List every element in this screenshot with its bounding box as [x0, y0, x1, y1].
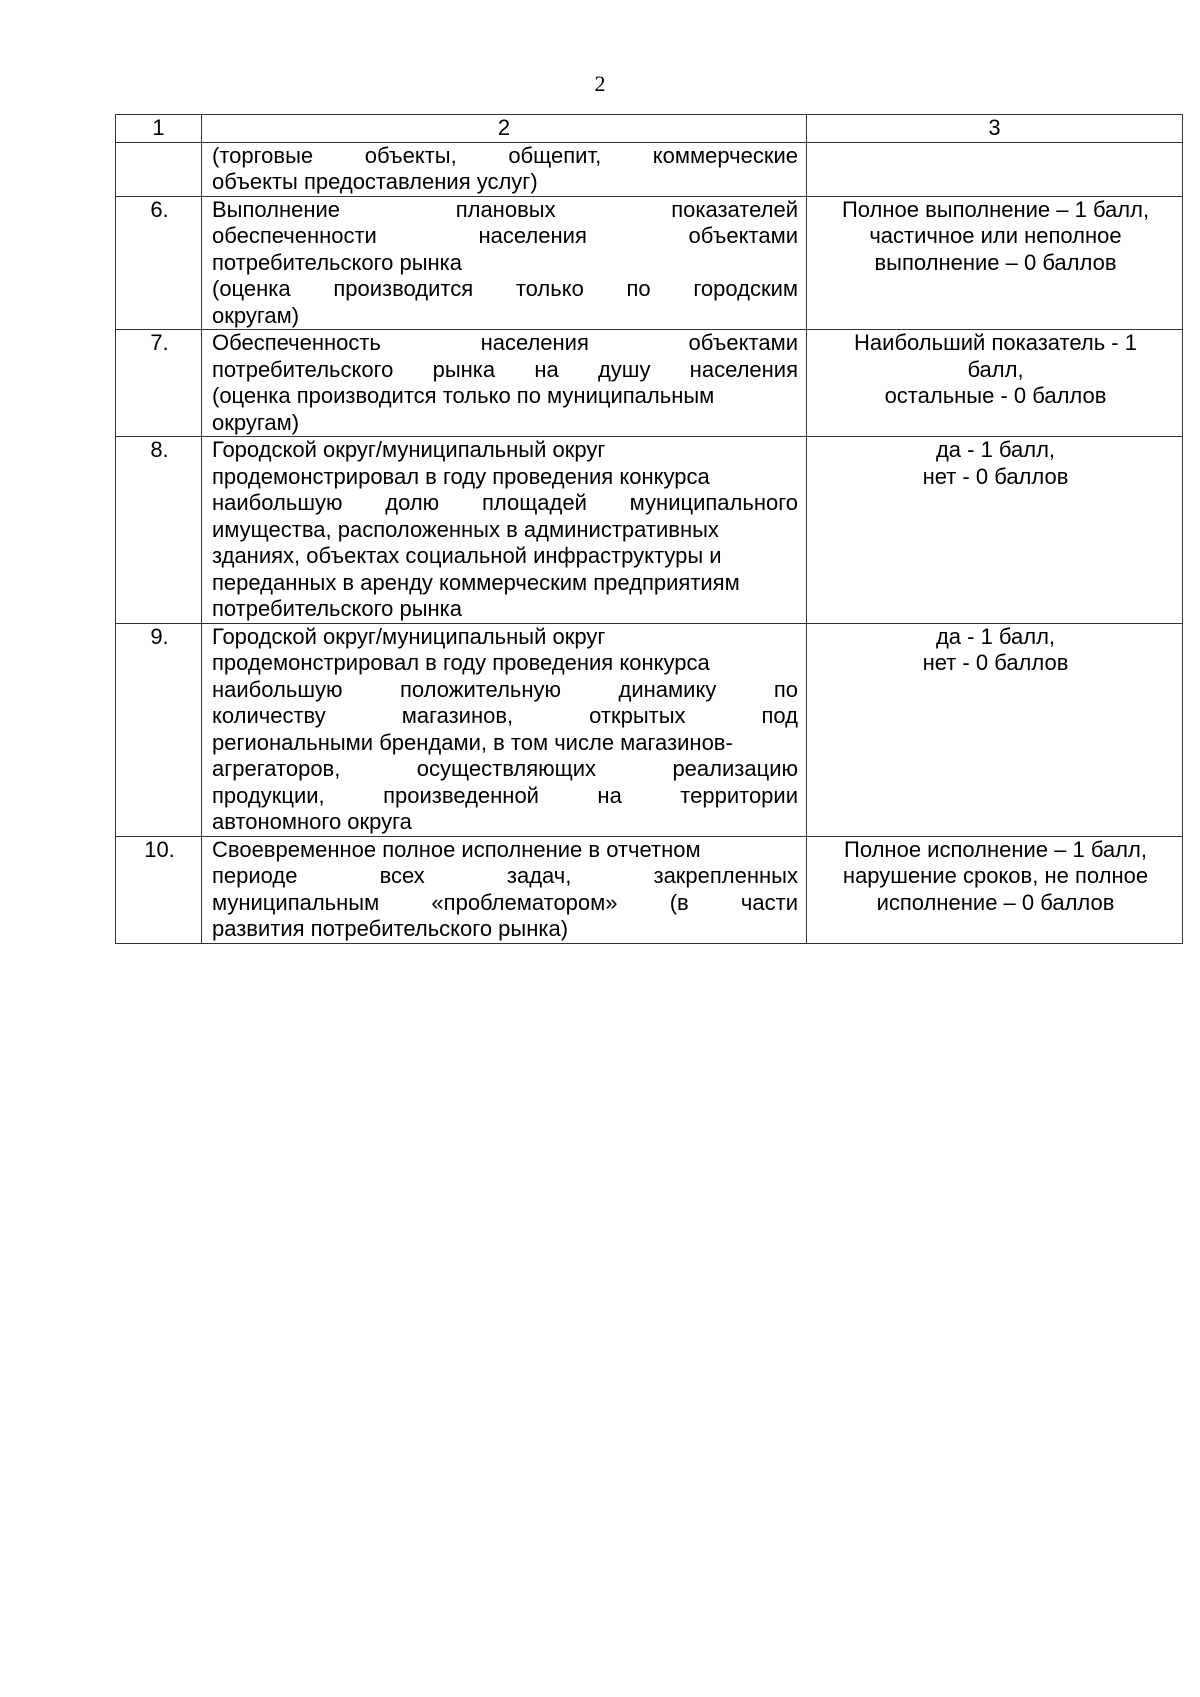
score-line: Наибольший показатель - 1 — [854, 330, 1137, 355]
description-line: Городской округ/муниципальный округ — [212, 437, 606, 462]
description-line: периоде всех задач, закрепленных — [212, 863, 798, 888]
row-number-cell — [116, 142, 202, 196]
description-line: развития потребительского рынка) — [212, 916, 569, 941]
score-cell — [807, 196, 1183, 330]
description-line: обеспеченности населения объектами — [212, 223, 798, 248]
score-line: исполнение – 0 баллов — [876, 889, 1115, 915]
description-line: продемонстрировал в году проведения конкурса — [212, 650, 710, 675]
description-line: объекты предоставления услуг) — [212, 169, 538, 194]
column-header-3: 3 — [807, 115, 1183, 143]
score-line: нарушение сроков, не полное — [842, 863, 1149, 888]
description-line: автономного округа — [212, 809, 412, 834]
description-line: продемонстрировал в году проведения конкурса — [212, 463, 710, 489]
score-cell — [807, 437, 1183, 624]
description-line: Городской округ/муниципальный округ — [212, 623, 606, 649]
description-line: (оценка производится только по муниципальным — [212, 383, 715, 408]
criterion-description-cell — [202, 836, 807, 943]
description-line: потребительского рынка — [212, 596, 463, 621]
table-header-row — [116, 115, 1183, 143]
description-line: количеству магазинов, открытых под — [212, 703, 798, 728]
description-line: наибольшую долю площадей муниципального — [212, 490, 798, 515]
score-line: Полное исполнение – 1 балл, — [844, 836, 1147, 862]
table-row — [116, 437, 1183, 624]
description-line: округам) — [212, 302, 300, 328]
table-row — [116, 330, 1183, 437]
score-line: Полное выполнение – 1 балл, — [841, 196, 1150, 222]
description-line: (торговые объекты, общепит, коммерческие — [212, 142, 798, 168]
score-cell — [807, 142, 1183, 196]
table-row — [116, 142, 1183, 196]
score-line: да - 1 балл, — [935, 623, 1056, 649]
row-number-cell: 7. — [116, 330, 202, 437]
description-line: Своевременное полное исполнение в отчетном — [212, 836, 701, 862]
description-line: зданиях, объектах социальной инфраструктуры и — [212, 543, 722, 568]
description-line: муниципальным «проблематором» (в части — [212, 889, 798, 915]
score-line: выполнение – 0 баллов — [874, 249, 1117, 275]
criterion-description-cell — [202, 330, 807, 437]
row-number-cell: 6. — [116, 196, 202, 330]
page-number: 2 — [594, 71, 606, 96]
description-line: продукции, произведенной на территории — [212, 782, 798, 808]
description-line: переданных в аренду коммерческим предприятиям — [212, 569, 740, 595]
row-number-cell: 8. — [116, 437, 202, 624]
description-line: агрегаторов, осуществляющих реализацию — [212, 756, 798, 781]
criterion-description-cell — [202, 142, 807, 196]
score-line: нет - 0 баллов — [922, 650, 1069, 675]
criterion-description-cell — [202, 437, 807, 624]
column-header-1: 1 — [116, 115, 202, 143]
score-cell — [807, 330, 1183, 437]
description-line: (оценка производится только по городским — [212, 276, 798, 301]
description-line: Выполнение плановых показателей — [212, 196, 798, 222]
description-line: потребительского рынка — [212, 249, 463, 275]
description-line: имущества, расположенных в административных — [212, 516, 719, 542]
table-body — [116, 142, 1183, 943]
table-row — [116, 196, 1183, 330]
score-line: частичное или неполное — [869, 223, 1122, 248]
column-header-2: 2 — [202, 115, 807, 143]
description-line: округам) — [212, 409, 300, 435]
description-line: наибольшую положительную динамику по — [212, 676, 798, 702]
score-cell — [807, 623, 1183, 836]
description-line: Обеспеченность населения объектами — [212, 330, 798, 355]
row-number-cell: 10. — [116, 836, 202, 943]
score-line: нет - 0 баллов — [922, 463, 1069, 489]
score-line: да - 1 балл, — [935, 437, 1056, 462]
criterion-description-cell — [202, 196, 807, 330]
table-row — [116, 836, 1183, 943]
score-line: балл, — [967, 356, 1024, 382]
table-row — [116, 623, 1183, 836]
score-line: остальные - 0 баллов — [884, 383, 1107, 408]
description-line: региональными брендами, в том числе магазинов- — [212, 729, 733, 755]
score-cell — [807, 836, 1183, 943]
criterion-description-cell — [202, 623, 807, 836]
description-line: потребительского рынка на душу населения — [212, 356, 798, 382]
criteria-table — [115, 114, 1183, 944]
row-number-cell: 9. — [116, 623, 202, 836]
